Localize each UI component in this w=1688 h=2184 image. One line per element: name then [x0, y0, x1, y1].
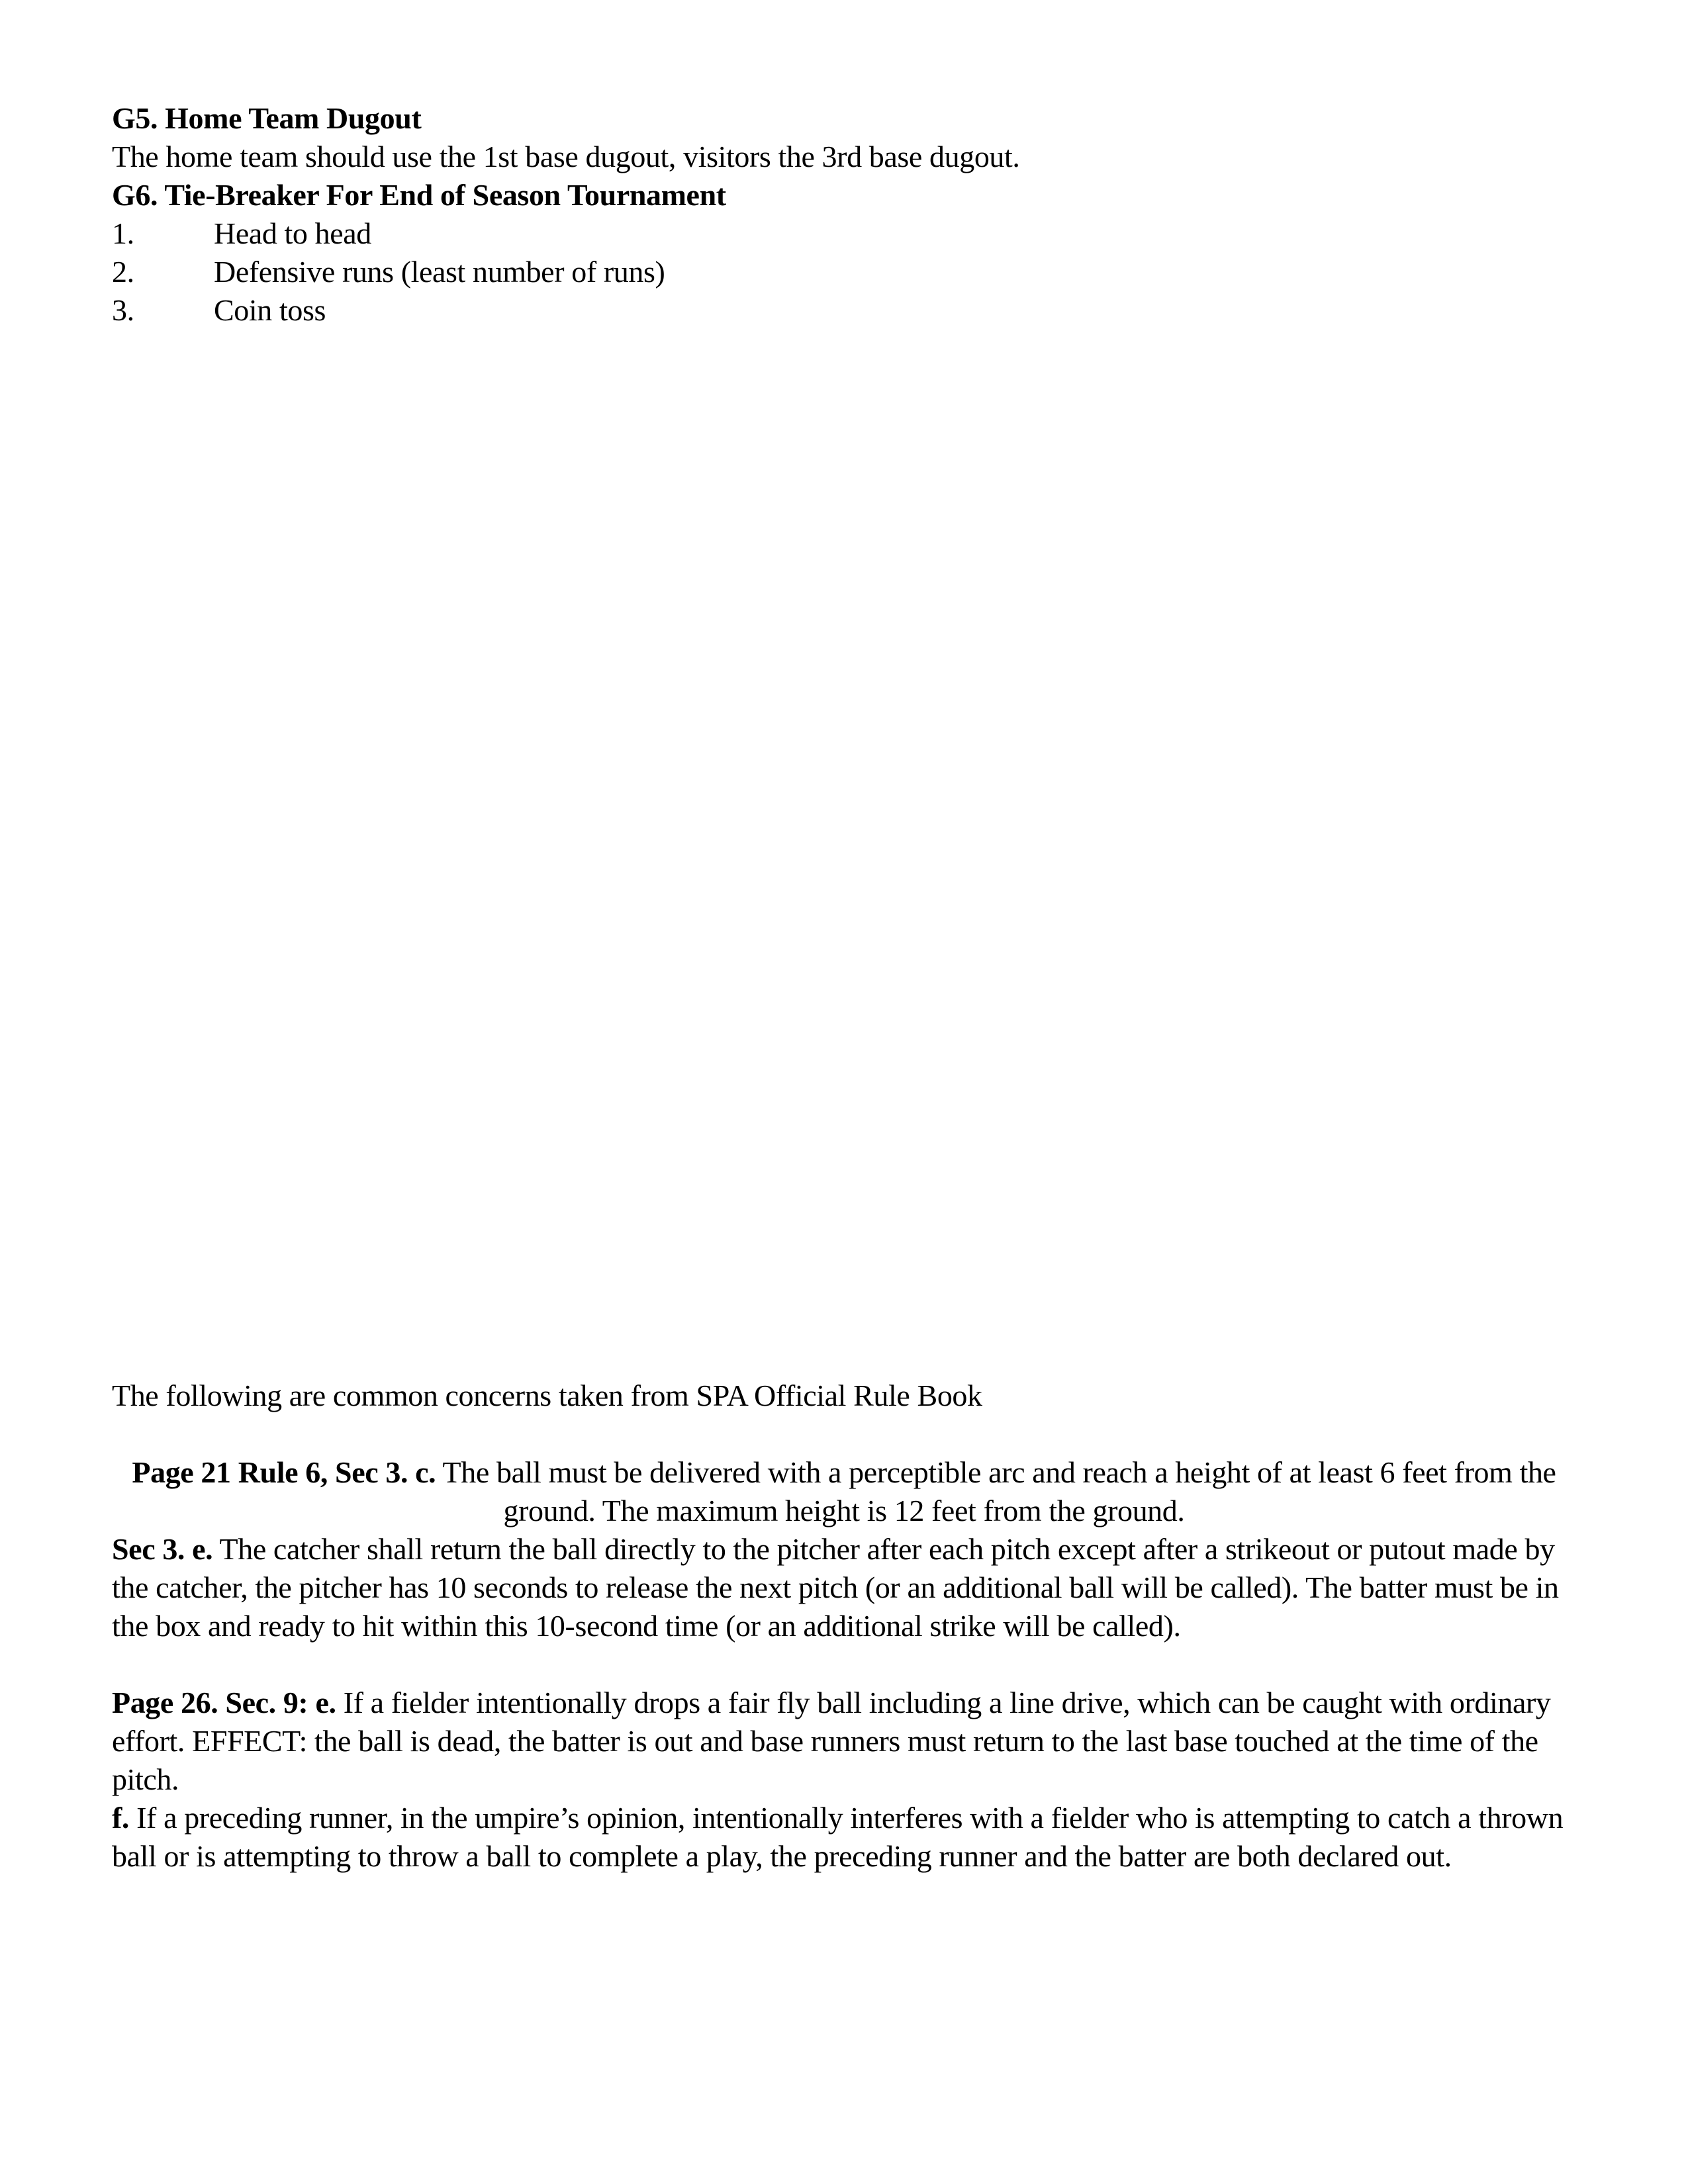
list-item: [112, 214, 1576, 253]
tiebreaker-list: [112, 214, 1576, 330]
list-item-text: Coin toss: [214, 293, 326, 327]
rule-arc-label: Page 21 Rule 6, Sec 3. c.: [132, 1455, 436, 1489]
rule-catcher-paragraph: [112, 1530, 1576, 1645]
list-item-number: 1.: [112, 216, 134, 250]
section-general-rules: [112, 99, 1576, 330]
g5-body-text: The home team should use the 1st base dugout, visitors the 3rd base dugout.: [112, 140, 1020, 173]
rule-interference-paragraph: [112, 1799, 1576, 1876]
rule-catcher-text: The catcher shall return the ball directly to the pitcher after each pitch except after a strikeout or putout made by the catcher, the pitcher has 10 seconds to release the next pitch (or an additional ball will be called). The batter must be in the box and ready to hit within this 10-second time (or an additional strike will be called).: [112, 1532, 1559, 1643]
rules-intro-text: The following are common concerns taken from SPA Official Rule Book: [112, 1379, 982, 1412]
section-rulebook-concerns: [112, 1377, 1576, 1876]
rule-arc-paragraph: [112, 1453, 1576, 1530]
rule-dropped-ball-paragraph: [112, 1684, 1576, 1799]
rule-dropped-ball-text: If a fielder intentionally drops a fair fly ball including a line drive, which can be caught with ordinary effort. EFFECT: the ball is dead, the batter is out and base runners must return to the last base touched at the time of the pitch.: [112, 1686, 1551, 1796]
blank-line: [112, 1415, 1576, 1453]
g5-heading: G5. Home Team Dugout: [112, 101, 422, 135]
list-item-text: Defensive runs (least number of runs): [214, 255, 665, 289]
rule-dropped-ball-label: Page 26. Sec. 9: e.: [112, 1686, 336, 1719]
list-item-number: 2.: [112, 255, 134, 289]
list-item-text: Head to head: [214, 216, 371, 250]
rule-arc-text: The ball must be delivered with a perceptible arc and reach a height of at least 6 feet from the ground. The maximum height is 12 feet from the ground.: [442, 1455, 1556, 1527]
rule-interference-label: f.: [112, 1801, 130, 1835]
rule-interference-text: If a preceding runner, in the umpire’s opinion, intentionally interferes with a fielder who is attempting to catch a thrown ball or is attempting to throw a ball to complete a play, the preceding runner and the batter are both declared out.: [112, 1801, 1564, 1873]
g6-heading: G6. Tie-Breaker For End of Season Tournament: [112, 178, 726, 212]
blank-line: [112, 1645, 1576, 1684]
list-item: [112, 291, 1576, 330]
rule-catcher-label: Sec 3. e.: [112, 1532, 213, 1566]
blank-region: [112, 330, 1576, 1377]
list-item-number: 3.: [112, 293, 134, 327]
list-item: [112, 253, 1576, 291]
